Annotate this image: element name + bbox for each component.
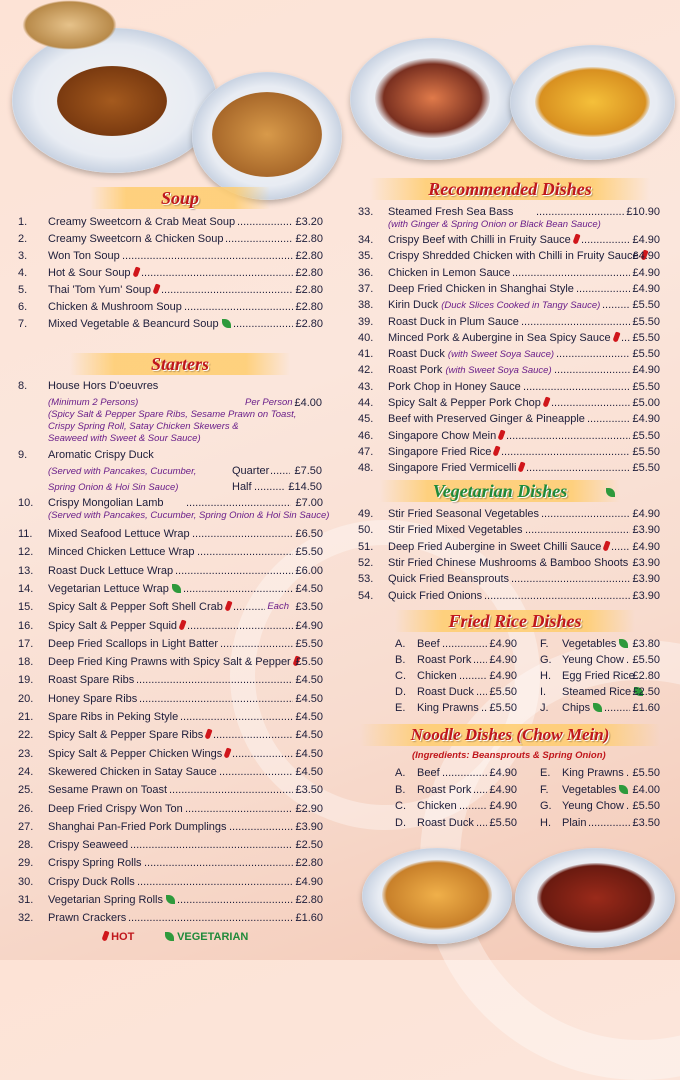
- prawn-toast-photo: [192, 72, 342, 200]
- item-8-per-person: Per Person: [245, 397, 293, 408]
- item-9-note-2: Spring Onion & Hoi Sin Sauce): [48, 482, 179, 493]
- leaf-icon: [166, 895, 175, 904]
- item-8-note-4: Seaweed with Sweet & Sour Sauce): [48, 433, 201, 444]
- prawn-stirfry-photo: [350, 38, 516, 160]
- chili-icon: [498, 429, 506, 440]
- chili-icon: [224, 747, 232, 758]
- chili-icon: [572, 233, 580, 244]
- leaf-icon: [165, 932, 174, 941]
- leaf-icon: [222, 319, 231, 328]
- spare-ribs-photo: [515, 848, 675, 948]
- legend-hot: HOT: [100, 931, 134, 943]
- lemon-chicken-photo: [510, 45, 675, 160]
- item-8-note-3: Crispy Spring Roll, Satay Chicken Skewers &: [48, 421, 239, 432]
- noodle-section-title: Noodle Dishes (Chow Mein): [360, 724, 660, 746]
- fried-prawns-photo: [362, 848, 512, 944]
- chili-icon: [101, 930, 109, 941]
- legend-vegetarian: VEGETARIAN: [162, 931, 248, 943]
- chili-icon: [603, 540, 611, 551]
- chili-icon: [493, 445, 501, 456]
- item-8-note-1: (Minimum 2 Persons): [48, 397, 139, 408]
- starters-section-title: Starters: [70, 353, 290, 375]
- chili-icon: [224, 601, 232, 612]
- leaf-icon: [172, 584, 181, 593]
- leaf-icon: [619, 639, 628, 648]
- chili-icon: [205, 729, 213, 740]
- chili-icon: [178, 619, 186, 630]
- roast-duck-photo: [12, 28, 217, 173]
- vegetarian-section-title: Vegetarian Dishes: [380, 480, 620, 502]
- chili-icon: [542, 396, 550, 407]
- steamer-basket-photo: [22, 0, 117, 50]
- noodle-ingredients: (Ingredients: Beansprouts & Spring Onion): [412, 750, 606, 761]
- chili-icon: [132, 266, 140, 277]
- item-8-note-2: (Spicy Salt & Pepper Spare Ribs, Sesame Prawn on Toast,: [48, 409, 297, 420]
- item-9-note-1: (Served with Pancakes, Cucumber,: [48, 466, 197, 477]
- recommended-section-title: Recommended Dishes: [370, 178, 650, 200]
- chili-icon: [612, 331, 620, 342]
- item-10-note: (Served with Pancakes, Cucumber, Spring Onion & Hoi Sin Sauce): [48, 510, 330, 521]
- soup-section-title: Soup: [90, 187, 270, 209]
- leaf-icon: [593, 703, 602, 712]
- item-33-note: (with Ginger & Spring Onion or Black Bean Sauce): [388, 219, 601, 230]
- chili-icon: [518, 462, 526, 473]
- leaf-icon: [619, 785, 628, 794]
- chili-icon: [153, 283, 161, 294]
- fried-rice-section-title: Fried Rice Dishes: [395, 610, 635, 632]
